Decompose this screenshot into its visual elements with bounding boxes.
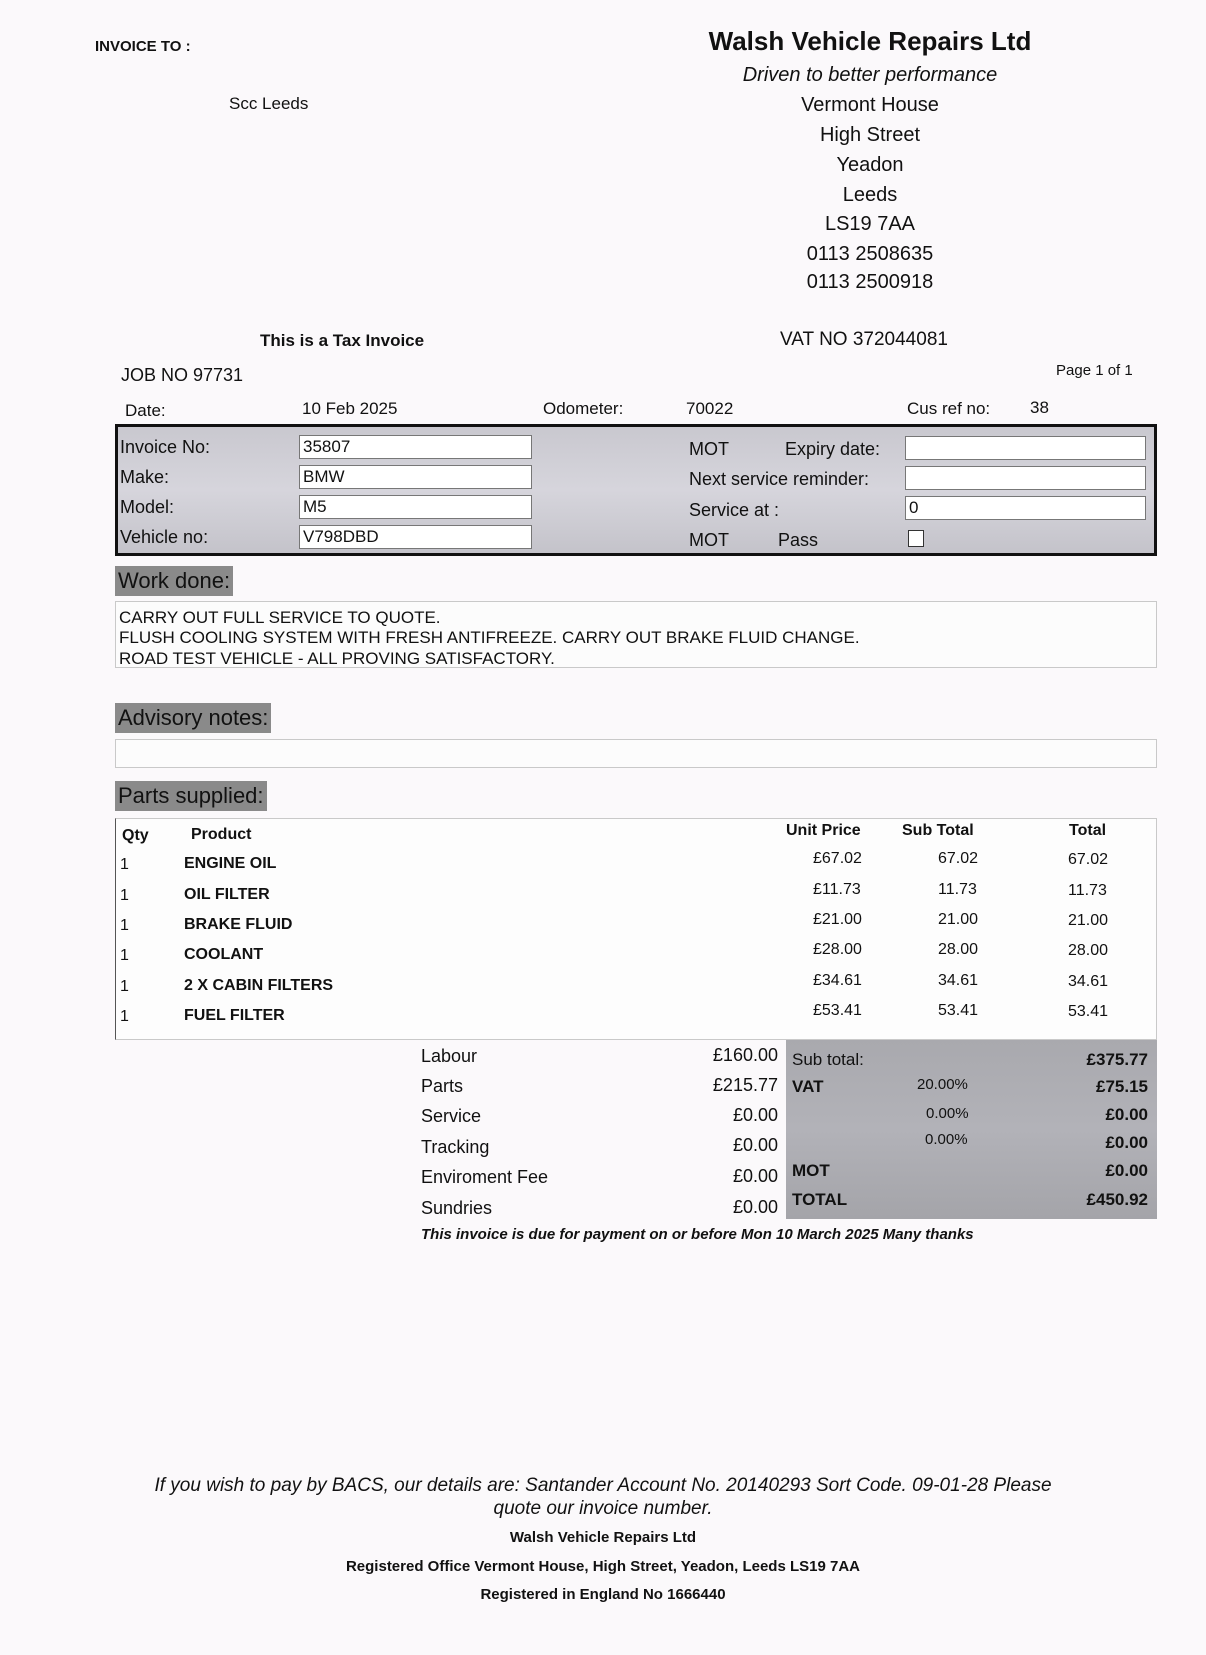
expiry-date-label: Expiry date: xyxy=(785,439,881,459)
vat-rate: 20.00% xyxy=(917,1076,968,1093)
address-line: Yeadon xyxy=(836,154,904,176)
page-number: Page 1 of 1 xyxy=(1056,362,1133,379)
qty-header: Qty xyxy=(122,827,149,844)
payment-due-note: This invoice is due for payment on or before Mon 10 March 2025 Many thanks xyxy=(421,1226,974,1243)
sub-total-header: Sub Total xyxy=(902,822,974,839)
part-total: 11.73 xyxy=(1068,882,1107,899)
pass-label: Pass xyxy=(778,530,819,550)
part-unit-price: £67.02 xyxy=(813,850,862,867)
odometer-label: Odometer: xyxy=(543,399,624,418)
part-unit-price: £28.00 xyxy=(813,941,862,958)
bacs-details-line: quote our invoice number. xyxy=(493,1498,713,1519)
cus-ref-label: Cus ref no: xyxy=(907,399,991,418)
part-total: 28.00 xyxy=(1068,942,1109,959)
odometer-value: 70022 xyxy=(686,399,734,418)
address-line: High Street xyxy=(819,124,921,146)
job-number: JOB NO 97731 xyxy=(121,365,244,385)
subtotal-label: Sub total: xyxy=(792,1050,864,1069)
company-tagline: Driven to better performance xyxy=(742,64,998,86)
part-sub-total: 34.61 xyxy=(938,972,979,989)
work-line: FLUSH COOLING SYSTEM WITH FRESH ANTIFREEZE. CARRY OUT BRAKE FLUID CHANGE. xyxy=(119,628,860,647)
part-unit-price: £53.41 xyxy=(813,1002,862,1019)
phone-line: 0113 2508635 xyxy=(806,243,934,265)
service-at-label: Service at : xyxy=(689,500,780,520)
part-sub-total: 53.41 xyxy=(938,1002,979,1019)
part-product: BRAKE FLUID xyxy=(184,916,293,933)
next-service-label: Next service reminder: xyxy=(689,469,870,489)
cus-ref-value: 38 xyxy=(1030,398,1049,417)
expiry-date-field xyxy=(905,436,1146,460)
registered-office: Registered Office Vermont House, High Street, Yeadon, Leeds LS19 7AA xyxy=(345,1558,861,1575)
work-line: ROAD TEST VEHICLE - ALL PROVING SATISFACTORY. xyxy=(119,649,555,668)
service-at-field: 0 xyxy=(905,496,1146,520)
amount-two: £0.00 xyxy=(1105,1105,1148,1124)
bacs-details-line: If you wish to pay by BACS, our details are: Santander Account No. 20140293 Sort Code. 09-01-28 Please xyxy=(154,1475,1052,1496)
amount-three: £0.00 xyxy=(1105,1133,1148,1152)
make-label: Make: xyxy=(120,467,170,487)
product-header: Product xyxy=(191,826,252,843)
model-label: Model: xyxy=(120,497,175,517)
part-product: 2 X CABIN FILTERS xyxy=(184,977,334,994)
part-total: 34.61 xyxy=(1068,973,1109,990)
address-line: LS19 7AA xyxy=(824,213,916,235)
part-qty: 1 xyxy=(120,917,129,934)
advisory-notes-box xyxy=(115,739,1157,768)
work-done-box xyxy=(115,601,1157,668)
part-qty: 1 xyxy=(120,887,129,904)
unit-price-header: Unit Price xyxy=(786,822,861,839)
labour-label: Labour xyxy=(421,1046,478,1066)
model-field: M5 xyxy=(299,495,532,519)
company-registration: Registered in England No 1666440 xyxy=(480,1586,726,1603)
part-unit-price: £21.00 xyxy=(813,911,862,928)
sundries-label: Sundries xyxy=(421,1198,493,1218)
footer-company-name: Walsh Vehicle Repairs Ltd xyxy=(509,1529,697,1546)
parts-table xyxy=(115,818,1157,1040)
tax-invoice-label: This is a Tax Invoice xyxy=(260,331,425,350)
tracking-label: Tracking xyxy=(421,1137,490,1157)
parts-label: Parts xyxy=(421,1076,464,1096)
date-label: Date: xyxy=(125,401,166,420)
grand-total-amount: £450.92 xyxy=(1086,1190,1148,1209)
part-total: 67.02 xyxy=(1068,851,1109,868)
parts-supplied-label: Parts supplied: xyxy=(115,781,267,811)
tracking-amount: £0.00 xyxy=(732,1135,778,1155)
part-sub-total: 21.00 xyxy=(938,911,979,928)
totals-summary-box xyxy=(786,1040,1157,1219)
part-qty: 1 xyxy=(120,978,129,995)
mot-amount: £0.00 xyxy=(1105,1161,1148,1180)
invoice-to-label: INVOICE TO : xyxy=(95,38,191,55)
part-product: OIL FILTER xyxy=(184,886,270,903)
part-product: COOLANT xyxy=(184,946,264,963)
part-qty: 1 xyxy=(120,856,129,873)
part-total: 53.41 xyxy=(1068,1003,1109,1020)
bill-to-name: Scc Leeds xyxy=(229,94,309,113)
next-service-field xyxy=(905,466,1146,490)
invoice-no-field: 35807 xyxy=(299,435,532,459)
total-header: Total xyxy=(1069,822,1107,839)
parts-amount: £215.77 xyxy=(712,1075,778,1095)
vehicle-no-label: Vehicle no: xyxy=(120,527,209,547)
part-unit-price: £11.73 xyxy=(813,881,861,898)
part-qty: 1 xyxy=(120,947,129,964)
service-label: Service xyxy=(421,1106,482,1126)
mot-pass-checkbox xyxy=(908,530,924,547)
mot-pass-label: MOT xyxy=(689,530,729,550)
invoice-no-label: Invoice No: xyxy=(120,437,211,457)
work-line: CARRY OUT FULL SERVICE TO QUOTE. xyxy=(119,608,441,627)
part-total: 21.00 xyxy=(1068,912,1109,929)
work-done-label: Work done: xyxy=(115,566,233,596)
mot-label: MOT xyxy=(689,439,729,459)
phone-line: 0113 2500918 xyxy=(806,271,934,293)
vat-label: VAT xyxy=(792,1077,824,1096)
part-unit-price: £34.61 xyxy=(813,972,862,989)
address-line: Vermont House xyxy=(801,94,939,116)
mot-total-label: MOT xyxy=(792,1161,830,1180)
vehicle-details-box xyxy=(115,424,1157,556)
grand-total-label: TOTAL xyxy=(792,1190,848,1209)
part-sub-total: 67.02 xyxy=(938,850,979,867)
company-name: Walsh Vehicle Repairs Ltd xyxy=(708,26,1032,56)
part-sub-total: 28.00 xyxy=(938,941,979,958)
part-product: FUEL FILTER xyxy=(184,1007,285,1024)
part-product: ENGINE OIL xyxy=(184,855,277,872)
service-amount: £0.00 xyxy=(732,1105,778,1125)
address-line: Leeds xyxy=(842,184,898,206)
sundries-amount: £0.00 xyxy=(732,1197,778,1217)
vat-number: VAT NO 372044081 xyxy=(780,329,948,350)
rate-three: 0.00% xyxy=(925,1131,968,1148)
environment-fee-amount: £0.00 xyxy=(732,1166,778,1186)
vat-amount: £75.15 xyxy=(1096,1077,1148,1096)
labour-amount: £160.00 xyxy=(712,1045,778,1065)
advisory-notes-label: Advisory notes: xyxy=(115,703,271,733)
part-qty: 1 xyxy=(120,1008,129,1025)
rate-two: 0.00% xyxy=(926,1105,969,1122)
subtotal-amount: £375.77 xyxy=(1086,1050,1148,1069)
date-value: 10 Feb 2025 xyxy=(302,399,398,418)
vehicle-no-field: V798DBD xyxy=(299,525,532,549)
part-sub-total: 11.73 xyxy=(938,881,977,898)
make-field: BMW xyxy=(299,465,532,489)
environment-fee-label: Enviroment Fee xyxy=(421,1167,549,1187)
